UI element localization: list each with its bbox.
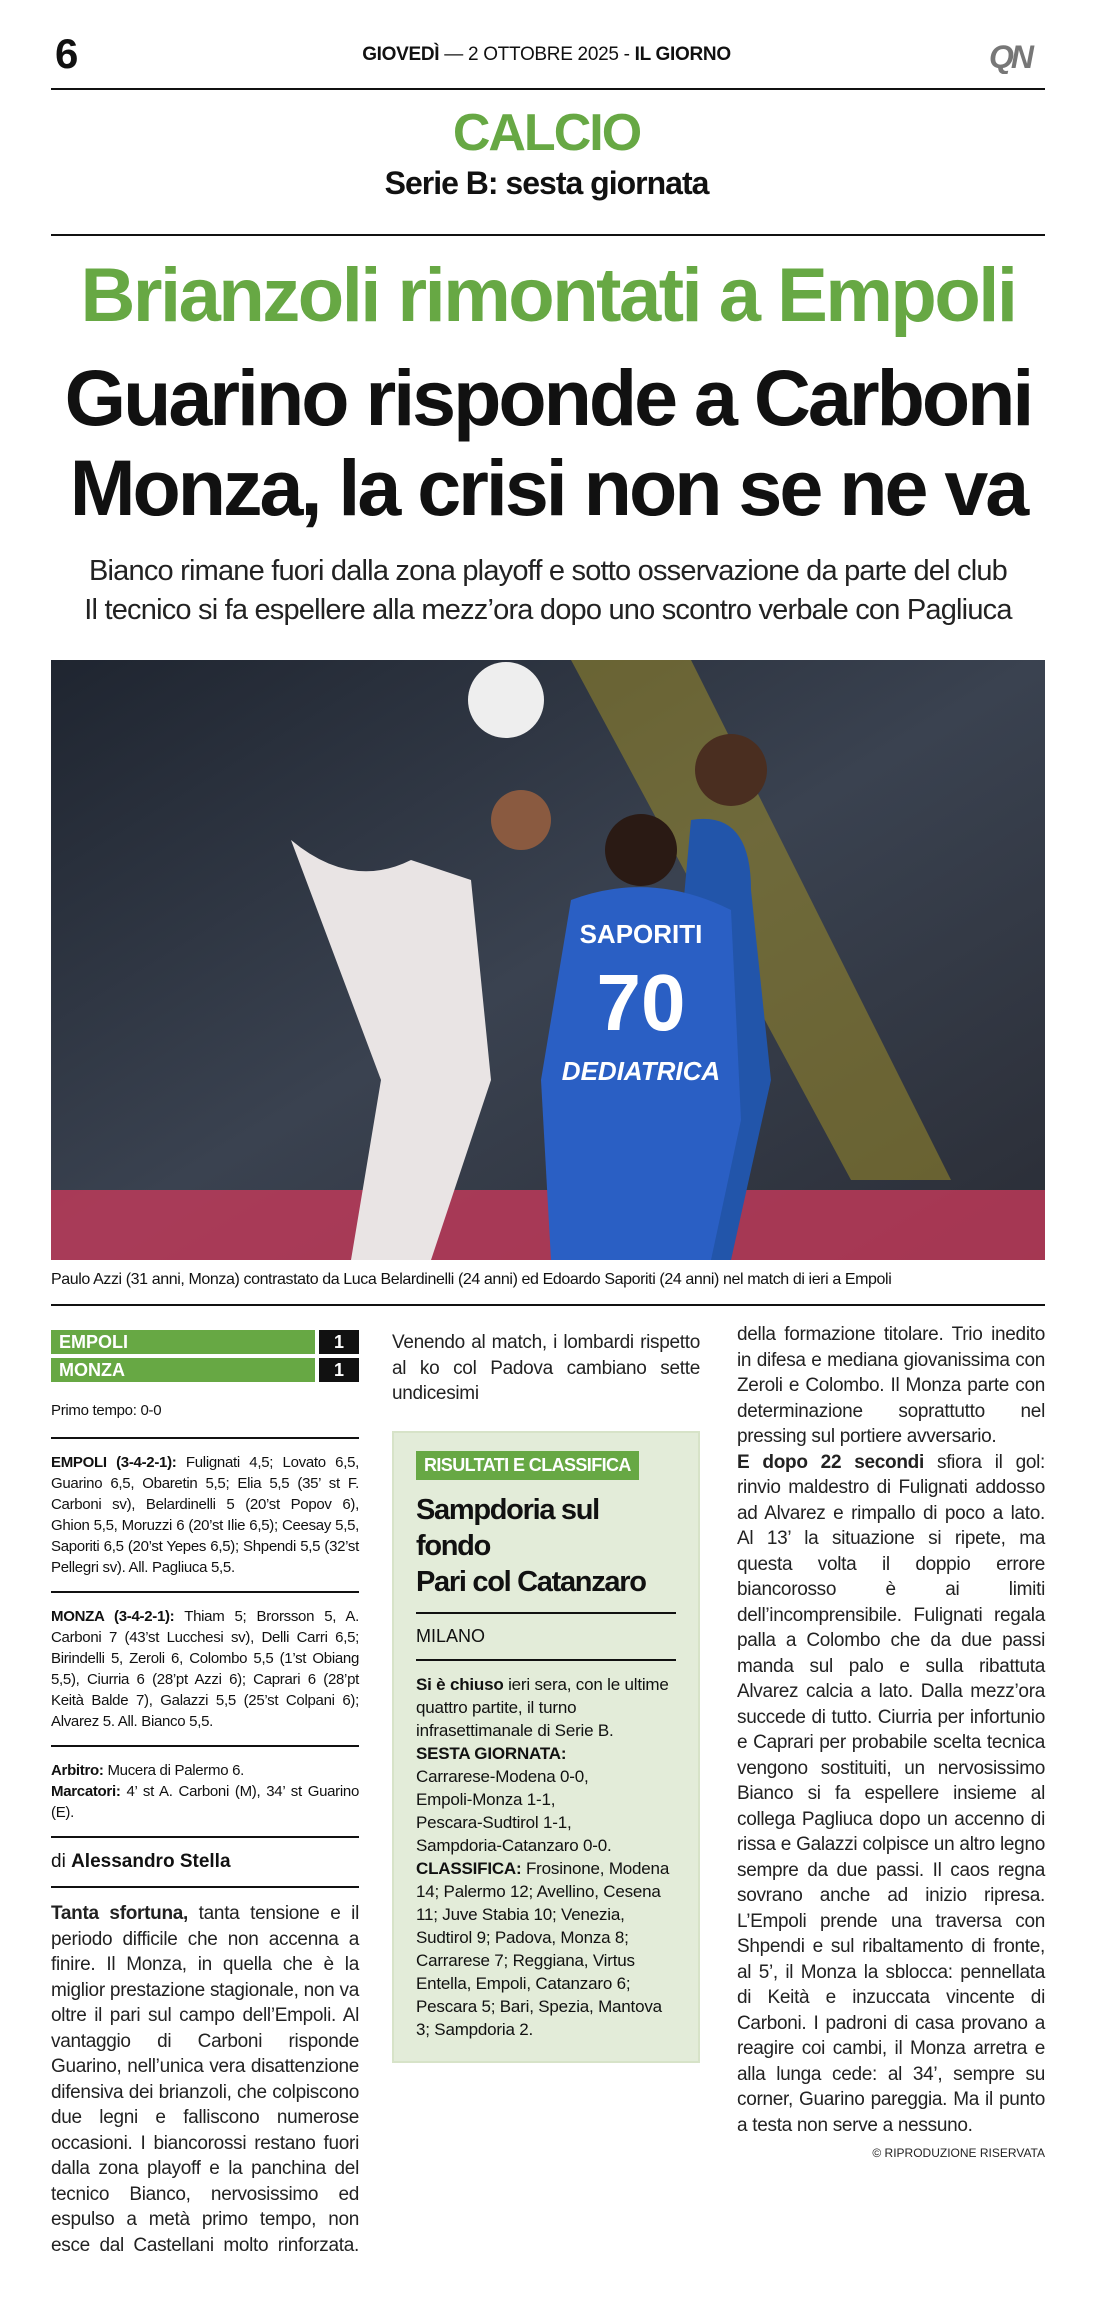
first-half-score: Primo tempo: 0-0 bbox=[51, 1402, 162, 1419]
box-lead-bold: Si è chiuso bbox=[416, 1674, 504, 1694]
divider bbox=[51, 1304, 1045, 1306]
team-name: EMPOLI bbox=[51, 1330, 315, 1354]
byline-prefix: di bbox=[51, 1851, 72, 1872]
date: — 2 OTTOBRE 2025 - bbox=[444, 44, 630, 65]
ball bbox=[468, 662, 544, 738]
results-label: SESTA GIORNATA: bbox=[416, 1743, 567, 1763]
divider bbox=[51, 1437, 359, 1439]
box-tag: RISULTATI E CLASSIFICA bbox=[416, 1451, 639, 1480]
referee-label: Arbitro: bbox=[51, 1762, 104, 1779]
divider bbox=[51, 1886, 359, 1888]
byline-author: Alessandro Stella bbox=[71, 1851, 231, 1872]
qn-logo bbox=[975, 40, 1045, 74]
right-column bbox=[737, 1322, 1045, 2160]
divider bbox=[51, 1836, 359, 1838]
box-title-line: Sampdoria sul fondo bbox=[416, 1493, 599, 1562]
page-number: 6 bbox=[55, 30, 79, 77]
result: Sampdoria-Catanzaro 0-0. bbox=[416, 1835, 612, 1855]
score-row bbox=[51, 1330, 359, 1354]
divider bbox=[51, 1591, 359, 1593]
photo-illustration bbox=[51, 660, 1045, 1260]
standings-label: CLASSIFICA: bbox=[416, 1858, 522, 1878]
byline bbox=[51, 1851, 359, 1873]
subheadline: Il tecnico si fa espellere alla mezz’ora dopo uno scontro verbale con Pagliuca bbox=[84, 594, 1012, 626]
team-goals: 1 bbox=[319, 1330, 359, 1354]
standings: Frosinone, Modena 14; Palermo 12; Avellino, Cesena 11; Juve Stabia 10; Venezia, Sudtirol 9; Padova, Monza 8; Carrarese 7; Reggiana, Virtus Entella, Empoli, Catanzaro 6; Pescara 5; Bari, Spezia, Mantova 3; Sampdoria 2. bbox=[416, 1858, 670, 2039]
article-paragraph bbox=[737, 1450, 1045, 2139]
divider bbox=[51, 88, 1045, 90]
photo-caption: Paulo Azzi (31 anni, Monza) contrastato da Luca Belardinelli (24 anni) ed Edoardo Saporiti (24 anni) nel match di ieri a Empoli bbox=[51, 1271, 892, 1288]
box-lead: ieri sera, con le ultime quattro partite, il turno infrasettimanale di Serie B. bbox=[416, 1674, 669, 1740]
subheadline: Bianco rimane fuori dalla zona playoff e sotto osservazione da parte del club bbox=[88, 555, 1007, 587]
lineup-label: MONZA (3-4-2-1): bbox=[51, 1608, 175, 1625]
divider bbox=[51, 1745, 359, 1747]
box-title bbox=[416, 1492, 676, 1600]
left-and-middle-columns bbox=[51, 1330, 700, 2260]
lineup-text: Fulignati 4,5; Lovato 6,5, Guarino 6,5, Obaretin 5,5; Elia 5,5 (35’ st F. Carboni sv), Belardinelli 5 (20’st Popov 6), Ghion 5,5, Moruzzi 6 (20’st Ilie 6,5); Ceesay 5,5, Saporiti 6,5 (20’st Yepes 6,5); Shpendi 5,5 (32’st Pellegri sv). All. Pagliuca 5,5. bbox=[51, 1454, 359, 1576]
paper-name: IL GIORNO bbox=[634, 44, 731, 65]
lead-bold: Tanta sfortuna, bbox=[51, 1903, 189, 1924]
kicker: Brianzoli rimontati a Empoli bbox=[80, 253, 1016, 338]
divider bbox=[416, 1659, 676, 1661]
team-goals: 1 bbox=[319, 1358, 359, 1382]
article-paragraph: della formazione titolare. Trio inedito in difesa e mediana giovanissima con Zeroli e Colombo. Il Monza parte con determinazione soprattutto nel pressing sul portiere avversario. bbox=[737, 1324, 1045, 1447]
team-name: MONZA bbox=[51, 1358, 315, 1382]
jersey-name: SAPORITI bbox=[579, 919, 703, 949]
match-photo bbox=[51, 660, 1045, 1260]
jersey-sponsor: DEDIATRICA bbox=[561, 1056, 721, 1086]
lineup-empoli bbox=[51, 1452, 359, 1578]
jersey-number: 70 bbox=[596, 958, 686, 1047]
box-body bbox=[416, 1673, 676, 2041]
result: Pescara-Sudtirol 1-1, bbox=[416, 1812, 572, 1832]
lineup-monza bbox=[51, 1606, 359, 1732]
results-box bbox=[392, 1431, 700, 2063]
scorers-text: 4’ st A. Carboni (M), 34’ st Guarino (E). bbox=[51, 1783, 359, 1821]
article-text: tanta tensione e il periodo difficile che non accenna a finire. Il Monza, in quella che è la miglior prestazione stagionale, non va oltre il pari sul campo dell’Empoli. Al vantaggio di Carboni risponde Guarino, nell’unica vera disattenzione difensiva dei brianzoli, che colpiscono due legni e falliscono numerose occasioni. I biancorossi restano fuori dalla zona playoff e la panchina del tecnico Bianco, nervosissimo ed espulso a metà primo tempo, non esce dal Castellani molto rinforzata. Venendo al match, i lombardi rispetto al ko col Padova cambiano sette undicesimi bbox=[51, 1332, 700, 2256]
section-subtitle: Serie B: sesta giornata bbox=[384, 165, 709, 201]
headline-line: Monza, la crisi non se ne va bbox=[69, 443, 1027, 532]
day: GIOVEDÌ bbox=[362, 44, 440, 65]
referee-text: Mucera di Palermo 6. bbox=[103, 1762, 245, 1779]
paragraph-bold: E dopo 22 secondi bbox=[737, 1451, 924, 1473]
box-place: MILANO bbox=[416, 1625, 486, 1646]
lineup-label: EMPOLI (3-4-2-1): bbox=[51, 1454, 177, 1471]
scorers bbox=[51, 1781, 359, 1823]
copyright: © RIPRODUZIONE RISERVATA bbox=[872, 2146, 1045, 2160]
headline-line: Guarino risponde a Carboni bbox=[64, 353, 1032, 442]
divider bbox=[416, 1612, 676, 1614]
result: Empoli-Monza 1-1, bbox=[416, 1789, 556, 1809]
score-row bbox=[51, 1358, 359, 1382]
section-title: CALCIO bbox=[452, 104, 641, 162]
divider bbox=[51, 234, 1045, 236]
referee bbox=[51, 1760, 359, 1781]
dateline bbox=[0, 44, 1093, 66]
svg-text:QN: QN bbox=[989, 40, 1031, 74]
article-text: sfiora il gol: rinvio maldestro di Fulignati addosso ad Alvarez e rimpallo di poco a lato. Al 13’ la situazione si ripete, ma questa volta il doppio errore biancorosso è ai limiti dell’incomprensibile. Fulignati regala palla a Colombo che da due passi manda sul palo e sulla ribattuta Alvarez calcia a lato. Dalla mezz’ora succede di tutto. Ciurria per infortunio e Caprari per probabile scelta tecnica vengono sostituiti, un nervosissimo Bianco si fa espellere insieme al collega Pagliuca dopo un accenno di rissa e Galazzi colpisce un altro legno sempre da due passi. Il caos regna sovrano anche ad inizio ripresa. L’Empoli prende una traversa con Shpendi e sul ribaltamento di fronte, al 5’, il Monza la sblocca: pennellata di Keità e inzuccata vincente di Carboni. I padroni di casa provano a reagire coi cambi, il Monza arretra e alla lunga cede: al 34’, sempre su corner, Guarino pareggia. Ma il punto a testa non serve a nessuno. bbox=[737, 1451, 1046, 2136]
box-title-line: Pari col Catanzaro bbox=[416, 1565, 646, 1598]
scorers-label: Marcatori: bbox=[51, 1783, 121, 1800]
result: Carrarese-Modena 0-0, bbox=[416, 1766, 589, 1786]
lineup-text: Thiam 5; Brorsson 5, A. Carboni 7 (43’st Lucchesi sv), Delli Carri 6,5; Birindelli 5, Zeroli 6, Colombo 5,5 (1’st Obiang 5,5), Ciurria 6 (28’pt Azzi 6); Caprari 6 (28’pt Keità Balde 7), Galazzi 5,5 (25’st Colpani 6); Alvarez 5. All. Bianco 5,5. bbox=[51, 1608, 359, 1730]
